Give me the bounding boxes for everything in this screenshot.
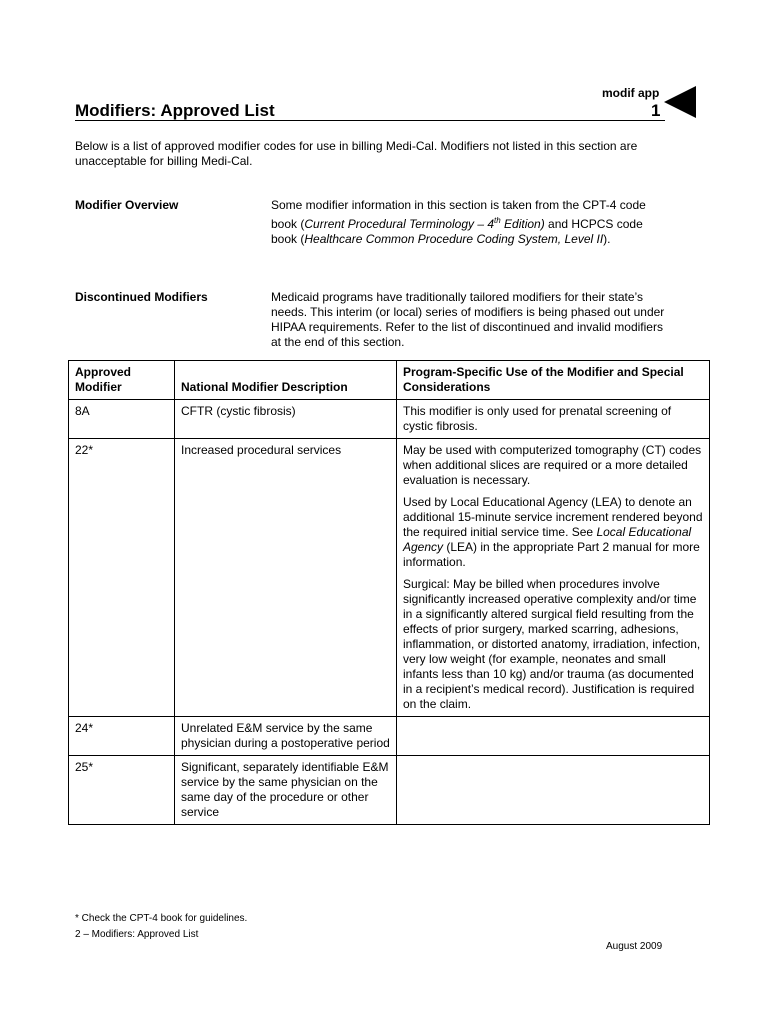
modifier-description: Unrelated E&M service by the same physician during a postoperative period xyxy=(175,717,397,756)
section-reference: 2 – Modifiers: Approved List xyxy=(75,929,199,940)
modifier-code: 8A xyxy=(69,400,175,439)
modifier-code: 24* xyxy=(69,717,175,756)
overview-label: Modifier Overview xyxy=(75,198,179,212)
discontinued-label: Discontinued Modifiers xyxy=(75,290,208,304)
modifier-use: This modifier is only used for prenatal screening of cystic fibrosis. xyxy=(397,400,710,439)
modifier-code: 25* xyxy=(69,756,175,825)
footer-date: August 2009 xyxy=(606,941,663,952)
header-program-use: Program-Specific Use of the Modifier and Special Considerations xyxy=(397,361,710,400)
header-national-description: National Modifier Description xyxy=(175,361,397,400)
page-marker-triangle-icon xyxy=(664,86,696,118)
modifier-use: May be used with computerized tomography (CT) codes when additional slices are required or a more detailed evaluation is necessary. Used by Local Educational Agency (LEA) to denote an additional 15-minute service increment rendered beyond the required initial service time. See Local Educational Agency (LEA) in the appropriate Part 2 manual for more information. Surgical: May be billed when procedures involve significantly increased operative complexity and/or time in a significantly altered surgical field resulting from the effects of prior surgery, marked scarring, adhesions, inflammation, or distorted anatomy, irradiation, infection, very low weight (for example, neonates and small infants less than 10 kg) and/or trauma (as documented in a recipient’s medical record). Justification is required on the claim. xyxy=(397,439,710,717)
table-row xyxy=(69,717,710,756)
modifier-code: 22* xyxy=(69,439,175,717)
page-number: 1 xyxy=(651,101,661,120)
overview-paragraph: Some modifier information in this section is taken from the CPT-4 code book (Current Procedural Terminology – 4th Edition) and HCPCS code book (Healthcare Common Procedure Coding System, Level II). xyxy=(271,198,646,246)
header-approved-modifier: Approved Modifier xyxy=(69,361,175,400)
table-header-row xyxy=(69,361,710,400)
modifier-use xyxy=(397,756,710,825)
footnote: * Check the CPT-4 book for guidelines. xyxy=(75,913,248,924)
intro-paragraph: Below is a list of approved modifier codes for use in billing Medi-Cal. Modifiers not listed in this section are unacceptable for billing Medi-Cal. xyxy=(75,139,638,168)
table-row xyxy=(69,439,710,717)
modifier-use xyxy=(397,717,710,756)
title-rule xyxy=(75,120,665,121)
modifier-description: Significant, separately identifiable E&M service by the same physician on the same day of the procedure or other service xyxy=(175,756,397,825)
modifier-description: CFTR (cystic fibrosis) xyxy=(175,400,397,439)
page-title: Modifiers: Approved List xyxy=(75,101,275,120)
modifiers-table xyxy=(68,360,710,825)
table-row xyxy=(69,400,710,439)
modifier-description: Increased procedural services xyxy=(175,439,397,717)
table-row xyxy=(69,756,710,825)
discontinued-paragraph: Medicaid programs have traditionally tailored modifiers for their state’s needs. This interim (or local) series of modifiers is being phased out under HIPAA requirements. Refer to the list of discontinued and invalid modifiers at the end of this section. xyxy=(271,290,665,349)
section-code: modif app xyxy=(602,86,660,100)
